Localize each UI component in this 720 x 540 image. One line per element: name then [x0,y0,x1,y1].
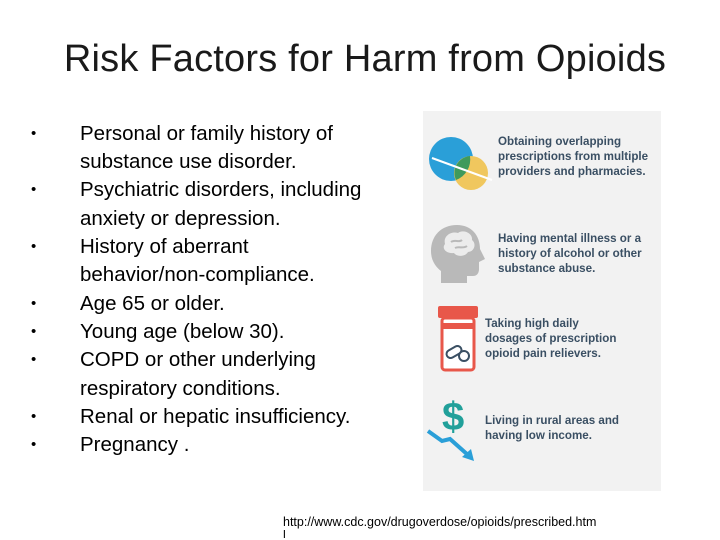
pill-bottle-icon [437,306,479,372]
bullet-dot: • [31,238,37,255]
info-text-line: substance abuse. [498,262,596,275]
bullet-dot: • [31,295,37,312]
bullet-line: History of aberrant [80,235,249,258]
info-text-line: Taking high daily [485,317,579,330]
source-link-text: http://www.cdc.gov/drugoverdose/opioids/prescribed.htm [283,515,597,529]
bullet-line: substance use disorder. [80,150,297,173]
info-text-line: providers and pharmacies. [498,165,646,178]
bullet-line: Renal or hepatic insufficiency. [80,405,351,428]
bullet-dot: • [31,125,37,142]
bullet-dot: • [31,408,37,425]
bullet-dot: • [31,181,37,198]
bullet-line: respiratory conditions. [80,377,281,400]
bullet-line: Young age (below 30). [80,320,285,343]
bullet-line: anxiety or depression. [80,207,281,230]
info-text-line: Obtaining overlapping [498,135,622,148]
bullet-line: Age 65 or older. [80,292,225,315]
bullet-line: Pregnancy . [80,433,190,456]
info-text-line: having low income. [485,429,592,442]
bullet-dot: • [31,351,37,368]
bullet-line: Psychiatric disorders, including [80,178,362,201]
source-link-suffix: l [283,530,286,538]
bullet-dot: • [31,436,37,453]
bullet-dot: • [31,323,37,340]
info-text-line: Living in rural areas and [485,414,620,427]
info-text-line: opioid pain relievers. [485,347,601,360]
slide-title: Risk Factors for Harm from Opioids [63,38,667,80]
risk-infographic [423,111,661,491]
bullet-line: behavior/non-compliance. [80,263,315,286]
bullet-line: Personal or family history of [80,122,333,145]
source-link[interactable] [283,514,596,538]
info-text-line: prescriptions from multiple [498,150,649,163]
overlapping-circles-icon [426,136,496,192]
dollar-sign: $ [442,395,465,439]
info-text-line: dosages of prescription [485,332,617,345]
bullet-line: COPD or other underlying [80,348,316,371]
info-text-line: history of alcohol or other [498,247,642,260]
head-brain-icon [427,221,491,285]
bullet-list [0,0,400,480]
info-text-line: Having mental illness or a [498,232,642,245]
